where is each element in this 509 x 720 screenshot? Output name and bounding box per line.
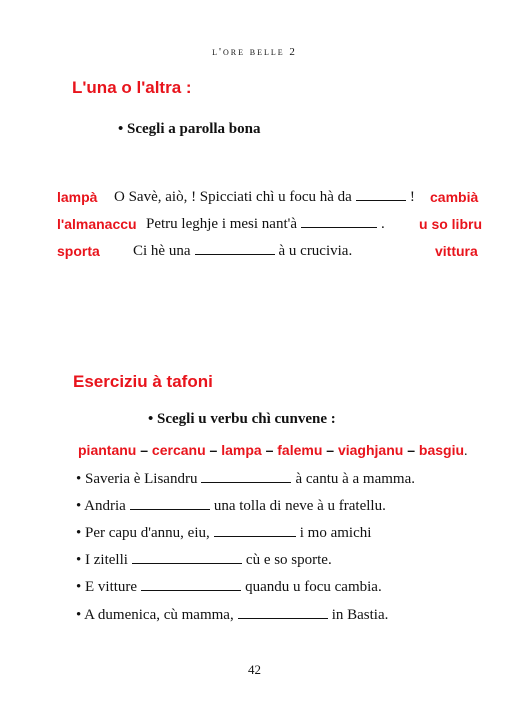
option-right-1: cambià	[430, 189, 479, 205]
answer-blank[interactable]	[201, 470, 291, 483]
option-left-1: lampà	[57, 189, 98, 205]
answer-blank[interactable]	[238, 606, 328, 619]
option-left-2: l'almanaccu	[57, 216, 137, 232]
running-head: l'ore belle 2	[212, 46, 297, 58]
word-bank	[78, 442, 468, 460]
word-separator: –	[265, 442, 274, 458]
option-left-3: sporta	[57, 243, 100, 259]
answer-blank[interactable]	[301, 215, 377, 228]
sentence-text-after: in Bastia.	[331, 607, 389, 623]
sentence-text-before: • Per capu d'annu, eiu,	[76, 525, 210, 541]
answer-blank[interactable]	[356, 188, 406, 201]
answer-blank[interactable]	[130, 497, 210, 510]
answer-blank[interactable]	[132, 551, 242, 564]
word-option: falemu	[277, 442, 323, 458]
option-right-3: vittura	[435, 243, 478, 259]
sentence-text-after: i mo amichi	[299, 525, 372, 541]
sentence-text-before: • Saveria è Lisandru	[76, 471, 198, 487]
word-separator: –	[326, 442, 335, 458]
section-title-eserciziu: Eserciziu à tafoni	[73, 372, 213, 391]
instruction-scegli-verbu: • Scegli u verbu chì cunvene :	[148, 411, 336, 427]
sentence-text-after: .	[381, 216, 385, 232]
exercise-sentence-3	[133, 242, 352, 260]
word-separator: –	[407, 442, 415, 458]
answer-blank[interactable]	[141, 578, 241, 591]
sentence-text-before: Petru leghje i mesi nant'à	[146, 216, 297, 232]
fill-sentence-5	[76, 578, 382, 596]
answer-blank[interactable]	[195, 242, 275, 255]
word-option: basgiu	[418, 442, 465, 458]
sentence-text-after: quandu u focu cambia.	[245, 579, 382, 595]
sentence-text-after: !	[409, 189, 415, 205]
fill-sentence-3	[76, 524, 371, 542]
sentence-text-after: à u crucivia.	[278, 243, 353, 259]
sentence-text-after: à cantu à a mamma.	[295, 471, 415, 487]
sentence-text-before: • Andria	[76, 498, 126, 514]
exercise-sentence-2	[146, 215, 385, 233]
sentence-text-before: Ci hè una	[133, 243, 191, 259]
word-option: lampa	[221, 442, 262, 458]
option-right-2: u so libru	[419, 216, 482, 232]
sentence-text-before: • I zitelli	[76, 552, 128, 568]
fill-sentence-4	[76, 551, 332, 569]
answer-blank[interactable]	[214, 524, 296, 537]
sentence-text-before: • E vitture	[76, 579, 138, 595]
word-separator: –	[140, 442, 149, 458]
word-separator: –	[209, 442, 218, 458]
page-number: 42	[248, 662, 261, 677]
word-option: cercanu	[151, 442, 206, 458]
sentence-text-after: una tolla di neve à u fratellu.	[213, 498, 386, 514]
sentence-text-after: cù e so sporte.	[245, 552, 332, 568]
instruction-scegli-parolla: • Scegli a parolla bona	[118, 121, 261, 137]
fill-sentence-6	[76, 606, 388, 624]
word-bank-end: .	[464, 444, 468, 459]
fill-sentence-1	[76, 470, 415, 488]
sentence-text-before: O Savè, aiò, ! Spicciati chì u focu hà da	[114, 189, 352, 205]
word-option: viaghjanu	[337, 442, 404, 458]
exercise-sentence-1	[114, 188, 415, 206]
section-title-una-o-laltra: L'una o l'altra :	[72, 78, 192, 97]
word-option: piantanu	[78, 442, 137, 458]
fill-sentence-2	[76, 497, 386, 515]
sentence-text-before: • A dumenica, cù mamma,	[76, 607, 234, 623]
